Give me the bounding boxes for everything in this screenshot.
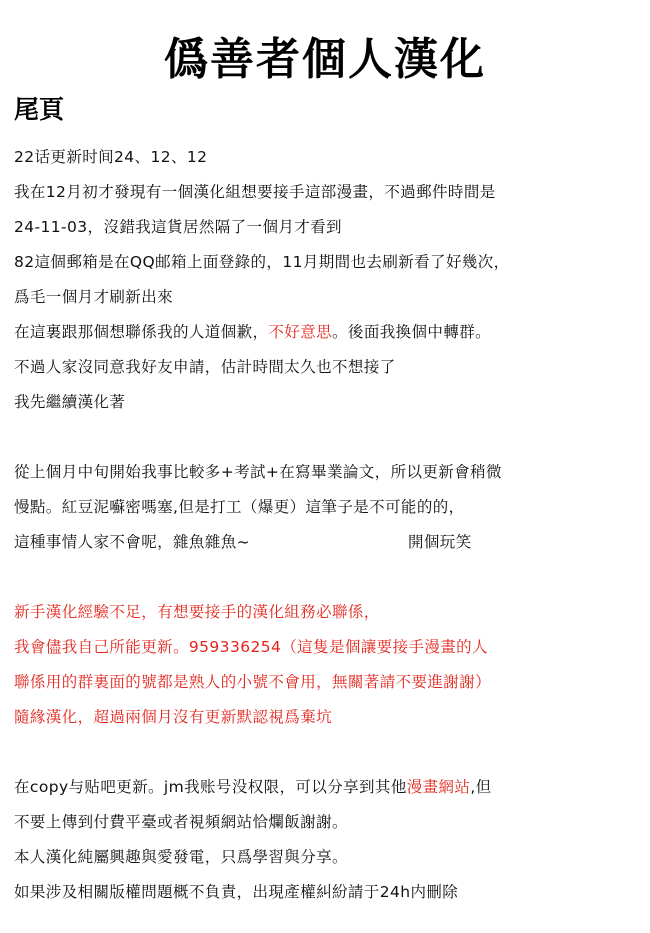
text-line: 24-11-03，沒錯我這貨居然隔了一個月才看到 [14,218,342,236]
text-line: 我先繼續漢化著 [14,393,126,411]
paragraph-sharing-notice [14,770,642,910]
page-subtitle: 尾頁 [14,95,65,124]
text-line: 慢點。紅豆泥囌密嗎塞,但是打工（爆更）這筆子是不可能的的， [14,498,465,516]
paragraph-spacer [14,420,642,455]
text-line: 不要上傳到付費平臺或者視頻網站恰爛飯謝謝。 [14,813,348,831]
text-line: 22话更新时间24、12、12 [14,148,208,166]
text-segment: ,但 [470,778,492,796]
paragraph-spacer [14,560,642,595]
text-line: 從上個月中旬開始我事比較多+考試+在寫畢業論文，所以更新會稍微 [14,463,502,481]
text-segment: 這種事情人家不會呢，雜魚雜魚~ [14,533,250,551]
text-segment: 。後面我換個中轉群。 [332,323,492,341]
text-line: 隨緣漢化，超過兩個月沒有更新默認視爲棄坑 [14,708,333,726]
site-highlight: 漫畫網站 [406,778,471,796]
page-title: 僞善者個人漢化 [164,34,486,85]
text-line: 不過人家沒同意我好友申請，估計時間太久也不想接了 [14,358,396,376]
paragraph-spacer [14,735,642,770]
text-line: 82這個郵箱是在QQ邮箱上面登錄的，11月期間也去刷新看了好幾次， [14,253,510,271]
text-segment: 在copy与贴吧更新。jm我账号没权限，可以分享到其他 [14,778,407,796]
text-line [14,315,642,350]
text-line: 本人漢化純屬興趣與愛發電，只爲學習與分享。 [14,848,348,866]
apology-highlight: 不好意思 [268,323,333,341]
text-line [14,770,642,805]
text-line: 我在12月初才發現有一個漢化組想要接手這部漫畫，不過郵件時間是 [14,183,496,201]
paragraph-busy-notice [14,455,642,560]
text-line: 爲毛一個月才刷新出來 [14,288,174,306]
text-line: 我會儘我自己所能更新。959336254（這隻是個讓要接手漫畫的人 [14,638,488,656]
afterword-body [14,140,642,910]
text-line: 聯係用的群裏面的號都是熟人的小號不會用，無關著請不要進謝謝） [14,673,492,691]
text-line: 新手漢化經驗不足，有想要接手的漢化組務必聯係， [14,603,380,621]
text-line: 如果涉及相關版權問題概不負責，出現產權糾紛請于24h内刪除 [14,883,459,901]
paragraph-recruit-notice [14,595,642,735]
paragraph-update-notice [14,140,642,420]
joke-note: 開個玩笑 [408,533,472,551]
text-line [14,525,642,560]
text-segment: 在這裏跟那個想聯係我的人道個歉， [14,323,269,341]
